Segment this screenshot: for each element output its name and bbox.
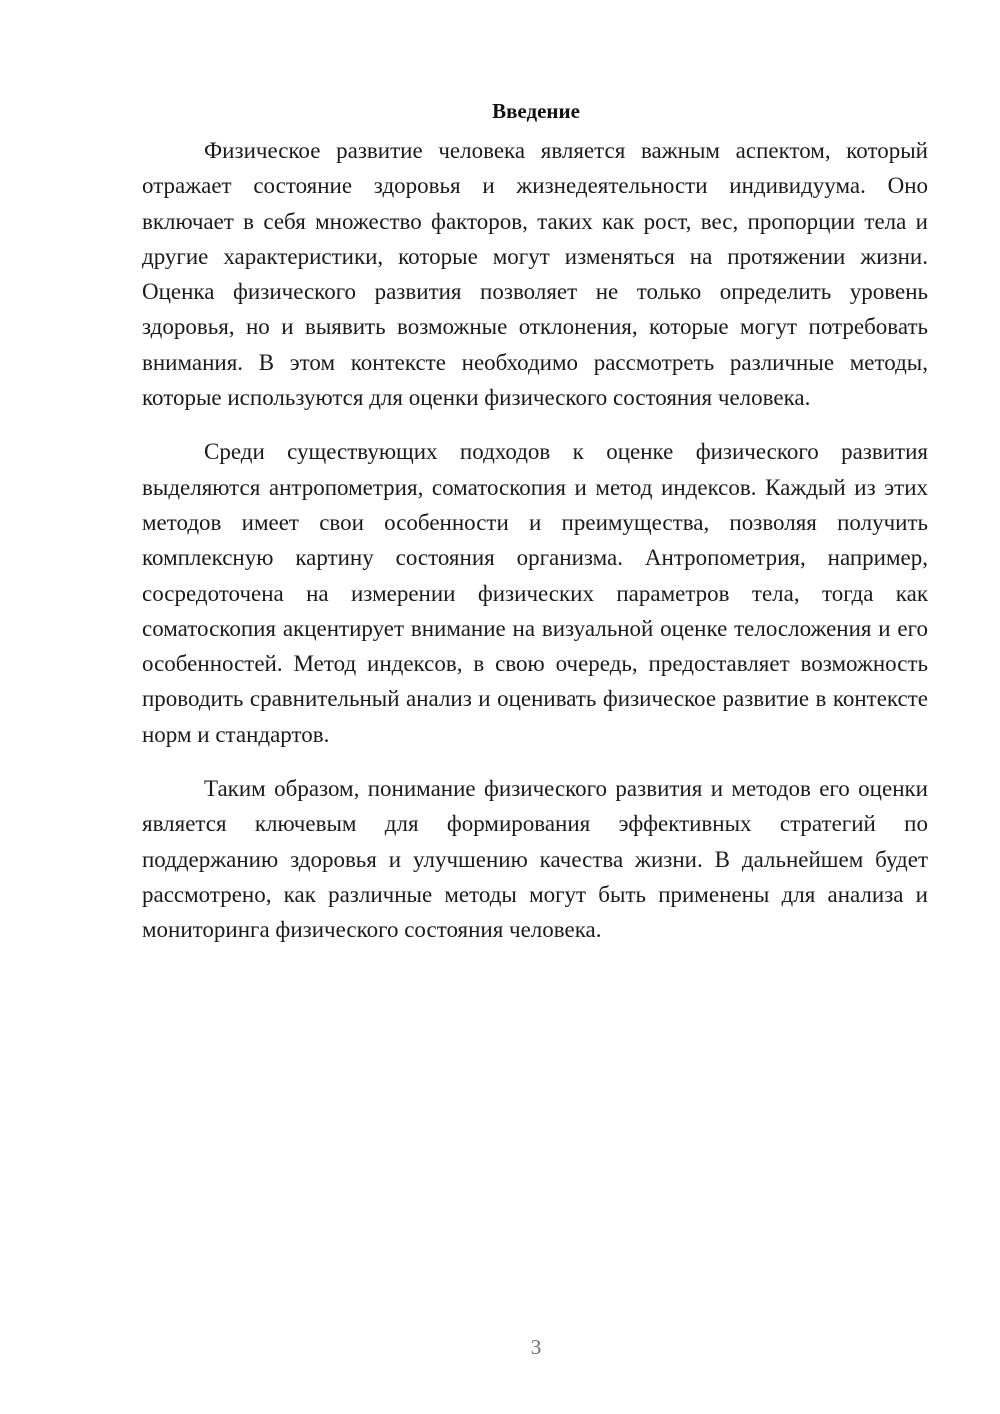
paragraph-2: Среди существующих подходов к оценке физического развития выделяются антропометрия, соматоскопия и метод индексов. Каждый из этих методов имеет свои особенности и преимущества, позволяя получить комплексную картину состояния организма. Антропометрия, например, сосредоточена на измерении физических параметров тела, тогда как соматоскопия акцентирует внимание на визуальной оценке телосложения и его особенностей. Метод индексов, в свою очередь, предоставляет возможность проводить сравнительный анализ и оценивать физическое развитие в контексте норм и стандартов. [142, 439, 928, 747]
page-content [142, 94, 928, 948]
page-number: 3 [530, 1335, 542, 1359]
section-heading: Введение [492, 99, 580, 123]
paragraph-1: Физическое развитие человека является важным аспектом, который отражает состояние здоровья и жизнедеятельности индивидуума. Оно включает в себя множество факторов, таких как рост, вес, пропорции тела и другие характеристики, которые могут изменяться на протяжении жизни. Оценка физического развития позволяет не только определить уровень здоровья, но и выявить возможные отклонения, которые могут потребовать внимания. В этом контексте необходимо рассмотреть различные методы, которые используются для оценки физического состояния человека. [142, 138, 928, 411]
paragraph-3: Таким образом, понимание физического развития и методов его оценки является ключевым для формирования эффективных стратегий по поддержанию здоровья и улучшению качества жизни. В дальнейшем будет рассмотрено, как различные методы могут быть применены для анализа и мониторинга физического состояния человека. [142, 776, 928, 943]
